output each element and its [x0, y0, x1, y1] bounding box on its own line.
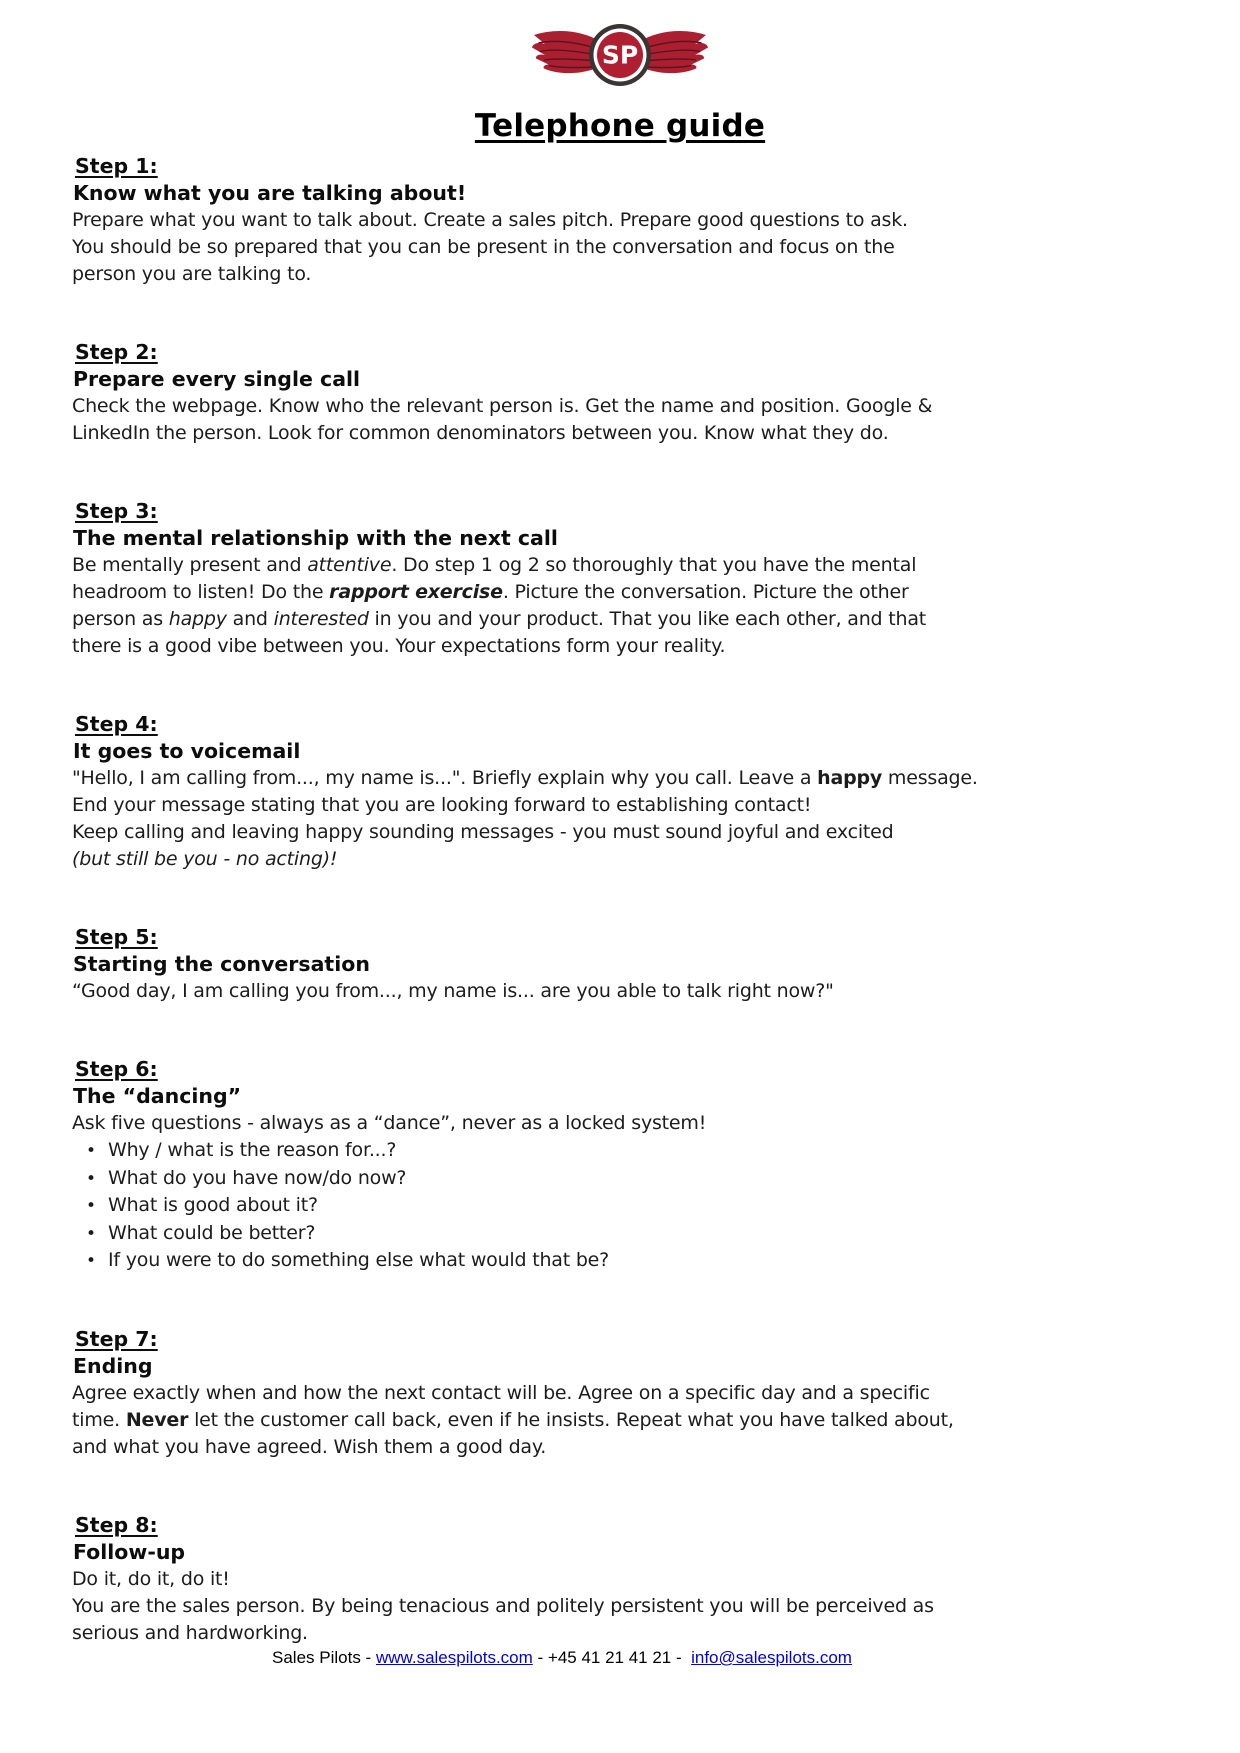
step-section-3 [72, 498, 1200, 660]
bullet-text: What could be better? [108, 1221, 316, 1244]
paragraph-line: End your message stating that you are looking forward to establishing contact! [72, 794, 812, 816]
step-heading: Step 1: [75, 154, 158, 178]
bullet-icon: • [86, 1196, 96, 1216]
step-section-1 [72, 153, 1200, 288]
bullet-icon: • [86, 1223, 96, 1244]
paragraph-line: “Good day, I am calling you from..., my name is... are you able to talk right now?" [72, 980, 834, 1002]
paragraph-line: Ask five questions - always as a “dance”, never as a locked system! [72, 1112, 707, 1134]
bullet-item [72, 1220, 1200, 1248]
step-section-4 [72, 711, 1200, 873]
step-section-2 [72, 339, 1200, 447]
bullet-icon: • [86, 1251, 96, 1271]
footer-link[interactable]: www.salespilots.com [375, 1648, 533, 1667]
bullet-item [72, 1137, 1200, 1165]
paragraph-line: Agree exactly when and how the next contact will be. Agree on a specific day and a specific [72, 1381, 930, 1404]
step-title: Ending [73, 1353, 153, 1378]
bullet-text: Why / what is the reason for...? [108, 1139, 397, 1161]
bullet-item [72, 1165, 1200, 1193]
step-heading: Step 4: [75, 712, 158, 736]
paragraph-line: person as happy and interested in you and your product. That you like each other, and that [72, 608, 927, 630]
step-heading: Step 3: [75, 499, 158, 523]
sales-pilots-wings-logo-icon [527, 12, 713, 98]
paragraph-line: and what you have agreed. Wish them a good day. [72, 1435, 547, 1458]
paragraph-line: LinkedIn the person. Look for common denominators between you. Know what they do. [72, 422, 889, 444]
paragraph-line: You are the sales person. By being tenacious and politely persistent you will be perceived as [72, 1594, 934, 1617]
footer-text: Sales Pilots - [272, 1648, 376, 1667]
bullet-icon: • [86, 1168, 96, 1189]
bullet-text: What do you have now/do now? [108, 1166, 407, 1189]
logo-monogram: SP [601, 40, 639, 70]
step-title: Prepare every single call [73, 367, 361, 391]
step-title: The “dancing” [73, 1084, 242, 1108]
step-title: Know what you are talking about! [73, 181, 467, 205]
page-title: Telephone guide [474, 108, 766, 144]
paragraph-line: time. Never let the customer call back, even if he insists. Repeat what you have talked about, [72, 1408, 954, 1431]
step-section-8 [72, 1512, 1200, 1647]
footer-text: - +45 41 21 41 21 - [532, 1648, 692, 1667]
paragraph-line: Check the webpage. Know who the relevant person is. Get the name and position. Google & [72, 395, 933, 417]
bullet-text: What is good about it? [108, 1194, 318, 1216]
step-section-7 [72, 1326, 1200, 1461]
step-title: It goes to voicemail [73, 739, 301, 763]
step-heading: Step 8: [75, 1512, 158, 1537]
step-title: Starting the conversation [73, 952, 370, 976]
paragraph-line: You should be so prepared that you can be present in the conversation and focus on the [72, 236, 895, 258]
bullet-item [72, 1192, 1200, 1220]
paragraph-line: headroom to listen! Do the rapport exercise. Picture the conversation. Picture the other [72, 581, 909, 603]
bullet-text: If you were to do something else what would that be? [108, 1249, 610, 1271]
footer-link[interactable]: info@salespilots.com [691, 1648, 852, 1667]
step-section-6 [72, 1056, 1200, 1275]
paragraph-line: Be mentally present and attentive. Do step 1 og 2 so thoroughly that you have the mental [72, 554, 917, 576]
document-body [0, 153, 1240, 1647]
step-section-5 [72, 924, 1200, 1005]
paragraph-line: "Hello, I am calling from..., my name is...". Briefly explain why you call. Leave a happy message. [72, 767, 978, 789]
paragraph-line: (but still be you - no acting)! [72, 848, 338, 870]
footer [72, 1648, 1052, 1668]
paragraph-line: there is a good vibe between you. Your expectations form your reality. [72, 635, 726, 657]
paragraph-line: serious and hardworking. [72, 1621, 308, 1644]
bullet-icon: • [86, 1141, 96, 1161]
step-heading: Step 2: [75, 340, 158, 364]
step-heading: Step 7: [75, 1326, 158, 1351]
logo-container [0, 0, 1240, 98]
step-title: Follow-up [73, 1539, 186, 1564]
bullet-item [72, 1247, 1200, 1275]
paragraph-line: person you are talking to. [72, 263, 312, 285]
step-heading: Step 6: [75, 1057, 158, 1081]
step-title: The mental relationship with the next call [73, 526, 558, 550]
step-heading: Step 5: [75, 925, 158, 949]
paragraph-line: Keep calling and leaving happy sounding messages - you must sound joyful and excited [72, 821, 894, 843]
paragraph-line: Do it, do it, do it! [72, 1567, 230, 1590]
paragraph-line: Prepare what you want to talk about. Create a sales pitch. Prepare good questions to ask. [72, 209, 908, 231]
